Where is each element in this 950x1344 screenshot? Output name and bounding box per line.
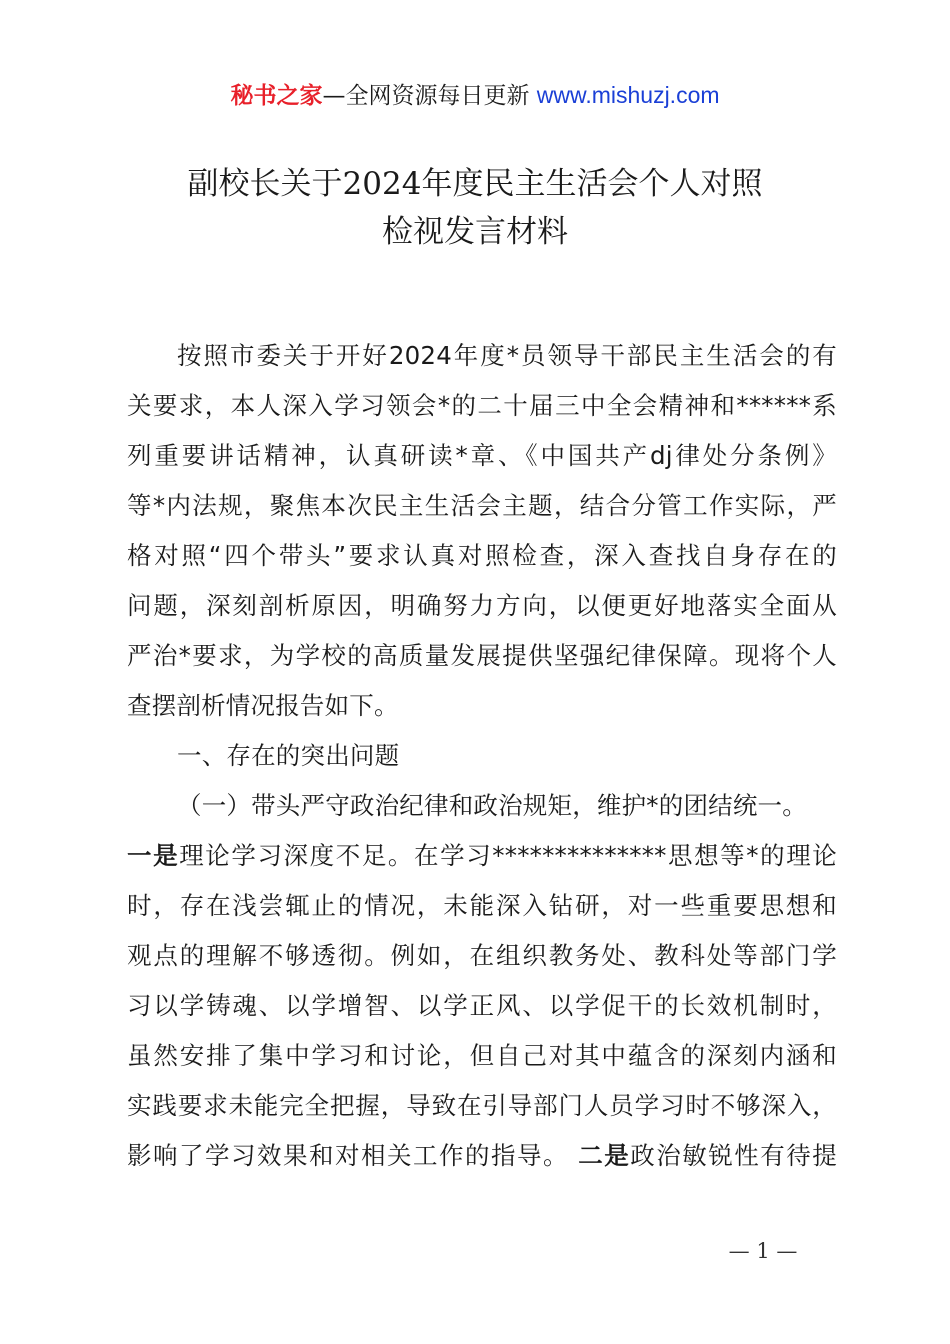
site-slogan: —全网资源每日更新 [322,83,530,109]
body-line: 等*内法规，聚焦本次民主生活会主题，结合分管工作实际，严 [127,491,837,520]
point-two-label: 二是 [578,1141,631,1170]
title-line-2: 检视发言材料 [382,214,568,250]
document-title [60,160,890,256]
body-line: 实践要求未能完全把握，导致在引导部门人员学习时不够深入， [127,1091,837,1120]
body-line-text: 影响了学习效果和对相关工作的指导。 [127,1141,569,1170]
document-body [127,331,837,1181]
body-line: 按照市委关于开好2024年度*员领导干部民主生活会的有 [177,341,837,370]
body-line: 观点的理解不够透彻。例如，在组织教务处、教科处等部门学 [127,941,837,970]
body-line-text: 理论学习深度不足。在学习**************思想等*的理论 [179,841,837,870]
site-url-link[interactable]: www.mishuzj.com [536,82,720,108]
page-number: — 1 — [728,1239,798,1263]
body-line: 时，存在浅尝辄止的情况，未能深入钻研，对一些重要思想和 [127,891,837,920]
body-line: 问题，深刻剖析原因，明确努力方向，以便更好地落实全面从 [127,591,837,620]
site-brand: 秘书之家 [230,83,323,109]
subsection-heading: （一）带头严守政治纪律和政治规矩，维护*的团结统一。 [177,791,807,820]
body-line: 格对照“四个带头”要求认真对照检查，深入查找自身存在的 [127,541,837,570]
body-line [127,831,837,881]
body-line [127,1131,837,1181]
body-line: 列重要讲话精神，认真研读*章、《中国共产dj律处分条例》 [127,441,837,470]
body-line-text: 政治敏锐性有待提 [630,1141,837,1170]
title-line-1: 副校长关于2024年度民主生活会个人对照 [187,166,763,202]
body-line: 查摆剖析情况报告如下。 [127,691,399,720]
body-line: 严治*要求，为学校的高质量发展提供坚强纪律保障。现将个人 [127,641,837,670]
body-line: 关要求，本人深入学习领会*的二十届三中全会精神和******系 [127,391,837,420]
section-heading: 一、存在的突出问题 [177,741,400,770]
site-header [0,78,950,113]
body-line: 习以学铸魂、以学增智、以学正风、以学促干的长效机制时， [127,991,837,1020]
body-line: 虽然安排了集中学习和讨论，但自己对其中蕴含的深刻内涵和 [127,1041,837,1070]
point-one-label: 一是 [127,841,180,870]
